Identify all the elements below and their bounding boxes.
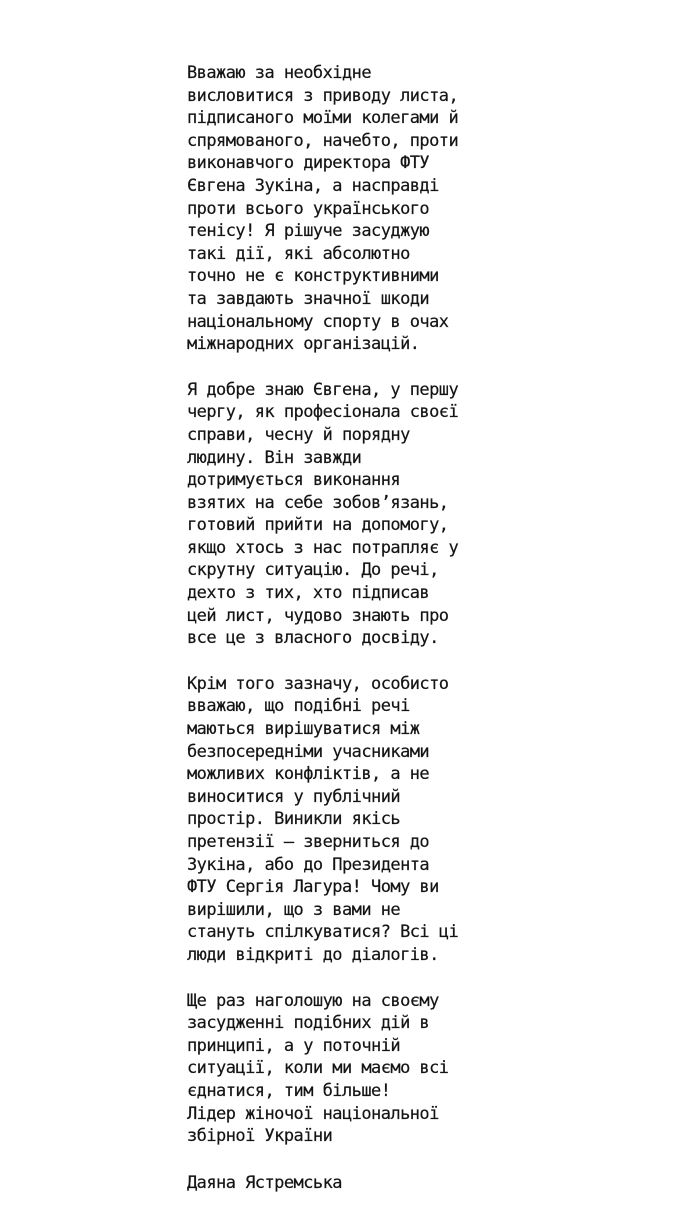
text-line: можливих конфліктів, а не bbox=[187, 764, 430, 785]
text-line: якщо хтось з нас потрапляє у bbox=[187, 537, 459, 558]
text-line: люди відкриті до діалогів. bbox=[187, 944, 439, 965]
text-line: виконавчого директора ФТУ bbox=[187, 153, 430, 174]
text-line: Крім того зазначу, особисто bbox=[187, 673, 449, 694]
text-line: дотримується виконання bbox=[187, 470, 401, 491]
text-line: Я добре знаю Євгена, у першу bbox=[187, 379, 459, 400]
paragraph-4 bbox=[187, 990, 537, 1148]
text-line: єднатися, тим більше! bbox=[187, 1080, 391, 1101]
paragraph-1 bbox=[187, 62, 537, 356]
text-line: підписаного моїми колегами й bbox=[187, 108, 459, 129]
paragraph-2 bbox=[187, 379, 537, 650]
text-line: проти всього українського bbox=[187, 198, 430, 219]
signature-name: Даяна Ястремська bbox=[187, 1172, 342, 1193]
text-line: Зукіна, або до Президента bbox=[187, 854, 430, 875]
text-line: ФТУ Сергія Лагура! Чому ви bbox=[187, 877, 439, 898]
text-line: та завдають значної шкоди bbox=[187, 288, 430, 309]
text-line: національному спорту в очах bbox=[187, 311, 449, 332]
text-line: ситуації, коли ми маємо всі bbox=[187, 1058, 449, 1079]
text-line: безпосередніми учасниками bbox=[187, 741, 430, 762]
text-line: висловитися з приводу листа, bbox=[187, 85, 459, 106]
text-line: цей лист, чудово знають про bbox=[187, 605, 449, 626]
text-line: такі дії, які абсолютно bbox=[187, 243, 410, 264]
text-line: виноситися у публічний bbox=[187, 786, 401, 807]
text-line: все це з власного досвіду. bbox=[187, 628, 439, 649]
text-line: справи, чесну й порядну bbox=[187, 424, 410, 445]
text-line: спрямованого, начебто, проти bbox=[187, 130, 459, 151]
text-line: Ще раз наголошую на своєму bbox=[187, 990, 439, 1011]
text-line: простір. Виникли якісь bbox=[187, 809, 401, 830]
text-line: принципі, а у поточній bbox=[187, 1035, 401, 1056]
text-line: Євгена Зукіна, а насправді bbox=[187, 175, 439, 196]
text-line: маються вирішуватися між bbox=[187, 719, 420, 740]
text-line: вважаю, що подібні речі bbox=[187, 696, 410, 717]
text-line: збірної України bbox=[187, 1126, 333, 1147]
paragraph-3 bbox=[187, 673, 537, 967]
text-line: тенісу! Я рішуче засуджую bbox=[187, 221, 430, 242]
letter-text bbox=[187, 62, 537, 1194]
text-line: Вважаю за необхідне bbox=[187, 63, 372, 83]
signature bbox=[187, 1172, 537, 1195]
text-line: вирішили, що з вами не bbox=[187, 899, 401, 920]
text-line: дехто з тих, хто підписав bbox=[187, 583, 430, 604]
text-line: Лідер жіночої національної bbox=[187, 1103, 439, 1124]
text-line: готовий прийти на допомогу, bbox=[187, 515, 449, 536]
text-line: скрутну ситуацію. До речі, bbox=[187, 560, 439, 581]
text-line: точно не є конструктивними bbox=[187, 266, 439, 287]
text-line: людину. Він завжди bbox=[187, 447, 362, 468]
text-line: претензії – зверниться до bbox=[187, 832, 430, 852]
text-line: засудженні подібних дій в bbox=[187, 1013, 430, 1034]
text-line: стануть спілкуватися? Всі ці bbox=[187, 922, 459, 943]
text-line: взятих на себе зобов’язань, bbox=[187, 492, 449, 513]
text-line: чергу, як професіонала своєї bbox=[187, 402, 459, 423]
text-line: міжнародних організацій. bbox=[187, 334, 420, 355]
